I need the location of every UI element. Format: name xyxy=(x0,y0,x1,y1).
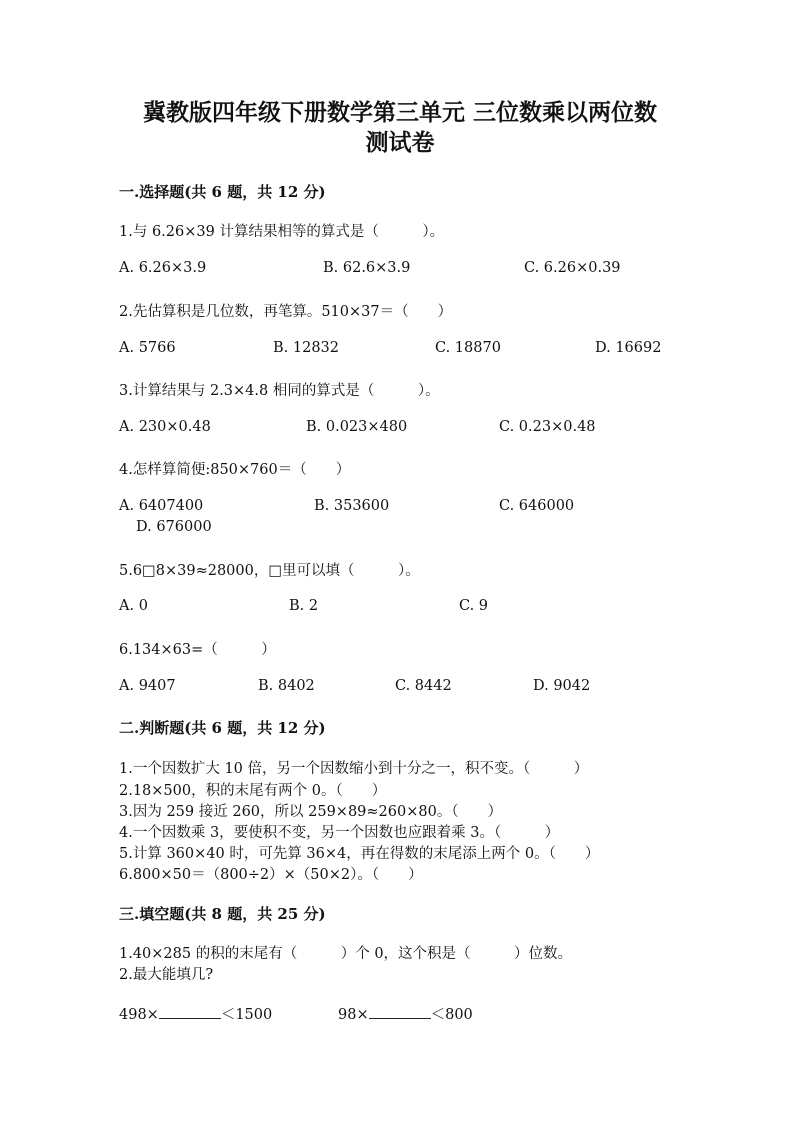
question-text: 2.先估算积是几位数，再笔算。510×37＝（ ） xyxy=(119,304,453,320)
judgment-item: 5.计算 360×40 时，可先算 36×4，再在得数的末尾添上两个 0。（ ） xyxy=(119,846,600,862)
fill-expression-2 xyxy=(338,1003,473,1024)
option-d: D. 16692 xyxy=(595,340,662,356)
question-text: 1.与 6.26×39 计算结果相等的算式是（ ）。 xyxy=(119,224,445,240)
option-c: C. 8442 xyxy=(395,678,452,694)
answer-blank[interactable] xyxy=(369,1006,431,1019)
option-a: A. 0 xyxy=(119,598,148,614)
question-text: 3.计算结果与 2.3×4.8 相同的算式是（ ）。 xyxy=(119,383,440,399)
option-d: D. 676000 xyxy=(136,519,212,535)
fill-prefix: 98× xyxy=(338,1007,369,1023)
option-b: B. 8402 xyxy=(258,678,315,694)
fill-expression-1 xyxy=(119,1003,272,1024)
section-heading-choice: 一.选择题(共 6 题，共 12 分) xyxy=(119,183,326,201)
option-a: A. 6407400 xyxy=(119,498,204,514)
option-b: B. 2 xyxy=(289,598,319,614)
judgment-item: 6.800×50＝（800÷2）×（50×2）。（ ） xyxy=(119,867,423,883)
page-title-line2: 测试卷 xyxy=(365,129,435,156)
option-b: B. 353600 xyxy=(314,498,390,514)
question-text: 4.怎样算简便:850×760＝（ ） xyxy=(119,462,351,478)
fill-suffix: ＜800 xyxy=(430,1007,473,1023)
fill-suffix: ＜1500 xyxy=(220,1007,273,1023)
answer-blank[interactable] xyxy=(159,1006,221,1019)
option-c: C. 646000 xyxy=(499,498,575,514)
section-heading-judgment: 二.判断题(共 6 题，共 12 分) xyxy=(119,719,326,737)
judgment-item: 4.一个因数乘 3，要使积不变，另一个因数也应跟着乘 3。（ ） xyxy=(119,825,560,841)
option-c: C. 18870 xyxy=(435,340,501,356)
section-heading-fill: 三.填空题(共 8 题，共 25 分) xyxy=(119,905,326,923)
option-b: B. 12832 xyxy=(273,340,340,356)
fill-item: 1.40×285 的积的末尾有（ ）个 0，这个积是（ ）位数。 xyxy=(119,946,573,962)
option-a: A. 6.26×3.9 xyxy=(119,260,207,276)
fill-item: 2.最大能填几? xyxy=(119,967,214,983)
judgment-item: 2.18×500，积的末尾有两个 0。（ ） xyxy=(119,783,387,799)
option-c: C. 6.26×0.39 xyxy=(524,260,621,276)
option-c: C. 9 xyxy=(459,598,489,614)
fill-prefix: 498× xyxy=(119,1007,159,1023)
judgment-item: 3.因为 259 接近 260，所以 259×89≈260×80。（ ） xyxy=(119,804,503,820)
option-d: D. 9042 xyxy=(533,678,591,694)
option-b: B. 0.023×480 xyxy=(306,419,408,435)
question-text: 5.6□8×39≈28000，□里可以填（ ）。 xyxy=(119,563,420,579)
judgment-item: 1.一个因数扩大 10 倍，另一个因数缩小到十分之一，积不变。（ ） xyxy=(119,761,589,777)
option-b: B. 62.6×3.9 xyxy=(323,260,411,276)
page-title-line1: 冀教版四年级下册数学第三单元 三位数乘以两位数 xyxy=(142,99,657,126)
option-a: A. 5766 xyxy=(119,340,176,356)
option-a: A. 9407 xyxy=(119,678,176,694)
question-text: 6.134×63=（ ） xyxy=(119,642,276,658)
option-c: C. 0.23×0.48 xyxy=(499,419,596,435)
option-a: A. 230×0.48 xyxy=(119,419,211,435)
